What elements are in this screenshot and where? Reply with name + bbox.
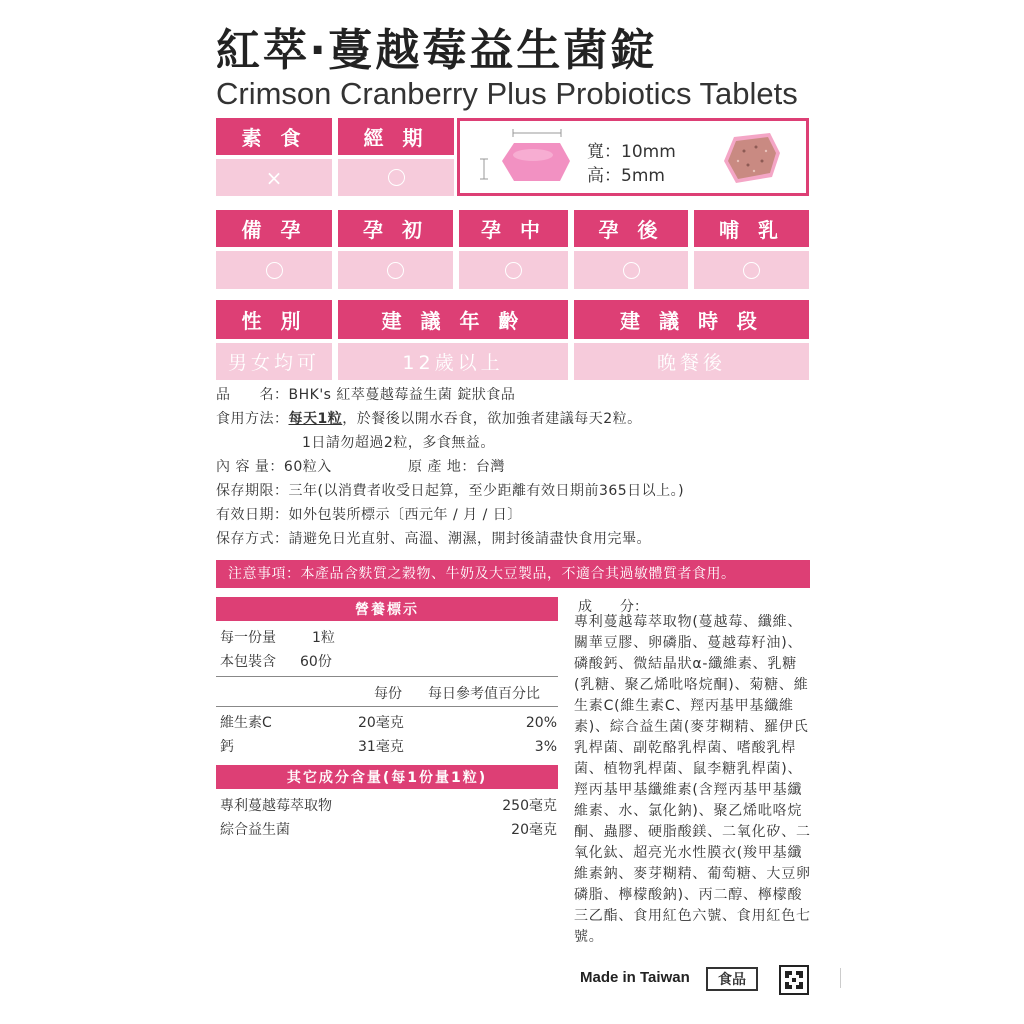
- column-daily-value: 每日參考值百分比: [428, 686, 540, 702]
- product-title-en: Crimson Cranberry Plus Probiotics Tablets: [216, 76, 798, 111]
- nutrient-percent: 20%: [525, 715, 557, 731]
- header-suggested-time: 建 議 時 段: [574, 300, 809, 339]
- value-suggested-age: 12歲以上: [338, 343, 568, 380]
- info-value: 60粒入: [283, 459, 332, 475]
- usage-emphasis: 每天1粒: [288, 411, 343, 427]
- value-mid-pregnancy: [459, 251, 568, 289]
- nutrient-percent: 3%: [534, 739, 557, 755]
- nutrition-divider: [216, 676, 558, 677]
- info-value: BHK's 紅萃蔓越莓益生菌 錠狀食品: [288, 387, 516, 403]
- header-mid-pregnancy: 孕 中: [459, 210, 568, 247]
- info-expiry: [216, 504, 522, 526]
- other-ingredients-title: 其它成分含量(每1份量1粒): [216, 765, 558, 789]
- circle-mark-icon: [266, 262, 283, 279]
- info-label: 保存期限：: [216, 483, 289, 499]
- info-label: 內 容 量：: [216, 459, 284, 475]
- nutrition-title: 營養標示: [216, 597, 558, 621]
- info-value: 三年(以消費者收受日起算，至少距離有效日期前365日以上。): [288, 483, 685, 499]
- circle-mark-icon: [388, 169, 405, 186]
- serving-size-value: 1粒: [312, 630, 335, 646]
- info-value: 如外包裝所標示〔西元年 / 月 / 日〕: [288, 507, 522, 523]
- other-ingredient-name: 綜合益生菌: [220, 822, 290, 838]
- value-gender: 男女均可: [216, 343, 332, 380]
- value-vegetarian: [216, 159, 332, 196]
- package-count-label: 本包裝含: [220, 654, 276, 670]
- info-product-name: [216, 384, 515, 406]
- tablet-height-label: 高：5mm: [587, 166, 665, 186]
- value-early-pregnancy: [338, 251, 453, 289]
- circle-mark-icon: [387, 262, 404, 279]
- circle-mark-icon: [743, 262, 760, 279]
- info-storage: [216, 528, 651, 550]
- other-ingredient-amount: 250毫克: [502, 798, 557, 814]
- value-pre-pregnancy: [216, 251, 332, 289]
- food-certification-icon: [779, 965, 809, 995]
- nutrient-name: 維生素C: [220, 715, 272, 731]
- nutrient-name: 鈣: [220, 739, 234, 755]
- value-menstruation: [338, 159, 454, 196]
- header-suggested-age: 建 議 年 齡: [338, 300, 568, 339]
- ingredients-label: 成 分：: [578, 599, 648, 615]
- header-menstruation: 經 期: [338, 118, 454, 155]
- header-late-pregnancy: 孕 後: [574, 210, 688, 247]
- allergen-notice: 注意事項：本產品含麩質之穀物、牛奶及大豆製品，不適合其過敏體質者食用。: [216, 560, 810, 588]
- food-badge: 食品: [706, 967, 758, 991]
- info-value: 請避免日光直射、高溫、潮濕，開封後請盡快食用完畢。: [288, 531, 651, 547]
- nutrient-amount: 20毫克: [358, 715, 404, 731]
- tablet-size-box: [457, 118, 809, 196]
- info-label: 食用方法：: [216, 411, 289, 427]
- nutrient-amount: 31毫克: [358, 739, 404, 755]
- package-count-value: 60份: [300, 654, 332, 670]
- info-usage: [216, 408, 642, 430]
- info-usage-line2: 1日請勿超過2粒，多食無益。: [302, 435, 495, 451]
- tablet-width-label: 寬：10mm: [587, 142, 676, 162]
- other-ingredient-amount: 20毫克: [511, 822, 557, 838]
- info-origin: [408, 456, 505, 478]
- info-shelf-life: [216, 480, 684, 502]
- info-value: 台灣: [475, 459, 505, 475]
- nutrition-divider: [216, 706, 558, 707]
- header-breastfeeding: 哺 乳: [694, 210, 809, 247]
- header-early-pregnancy: 孕 初: [338, 210, 453, 247]
- value-suggested-time: 晚餐後: [574, 343, 809, 380]
- info-label: 品 名：: [216, 387, 289, 403]
- other-ingredient-name: 專利蔓越莓萃取物: [220, 798, 332, 814]
- info-content: [216, 456, 332, 478]
- serving-size-label: 每一份量: [220, 630, 276, 646]
- circle-mark-icon: [623, 262, 640, 279]
- header-pre-pregnancy: 備 孕: [216, 210, 332, 247]
- made-in-label: Made in Taiwan: [580, 969, 690, 986]
- circle-mark-icon: [505, 262, 522, 279]
- info-label: 保存方式：: [216, 531, 289, 547]
- info-label: 原 產 地：: [408, 459, 476, 475]
- tablet-dimension-icon: [478, 123, 588, 195]
- header-gender: 性 別: [216, 300, 332, 339]
- ingredients-text: 專利蔓越莓萃取物(蔓越莓、纖維、關華豆膠、卵磷脂、蔓越莓籽油)、磷酸鈣、微結晶狀α-纖維素、乳糖(乳糖、聚乙烯吡咯烷酮)、菊糖、維生素C(維生素C、羥丙基甲基纖維素)、綜合益生菌(麥芽糊精、羅伊氏乳桿菌、副乾酪乳桿菌、嗜酸乳桿菌、植物乳桿菌、鼠李糖乳桿菌)、羥丙基甲基纖維素(含羥丙基甲基纖維素、水、氯化鈉)、聚乙烯吡咯烷酮、蟲膠、硬脂酸鎂、二氧化矽、二氧化鈦、超亮光水性膜衣(羧甲基纖維素鈉、麥芽糊精、葡萄糖、大豆卵磷脂、檸檬酸鈉)、丙二醇、檸檬酸三乙酯、食用紅色六號、食用紅色七號。: [574, 614, 811, 945]
- product-title-zh: 紅萃‧蔓越莓益生菌錠: [216, 25, 658, 76]
- cross-mark: ×: [265, 165, 283, 190]
- info-value: ，於餐後以開水吞食，欲加強者建議每天2粒。: [342, 411, 642, 427]
- value-breastfeeding: [694, 251, 809, 289]
- value-late-pregnancy: [574, 251, 688, 289]
- column-per-serving: 每份: [374, 686, 402, 702]
- footer-divider: [840, 968, 841, 988]
- tablet-cross-section-icon: [720, 131, 784, 189]
- header-vegetarian: 素 食: [216, 118, 332, 155]
- info-label: 有效日期：: [216, 507, 289, 523]
